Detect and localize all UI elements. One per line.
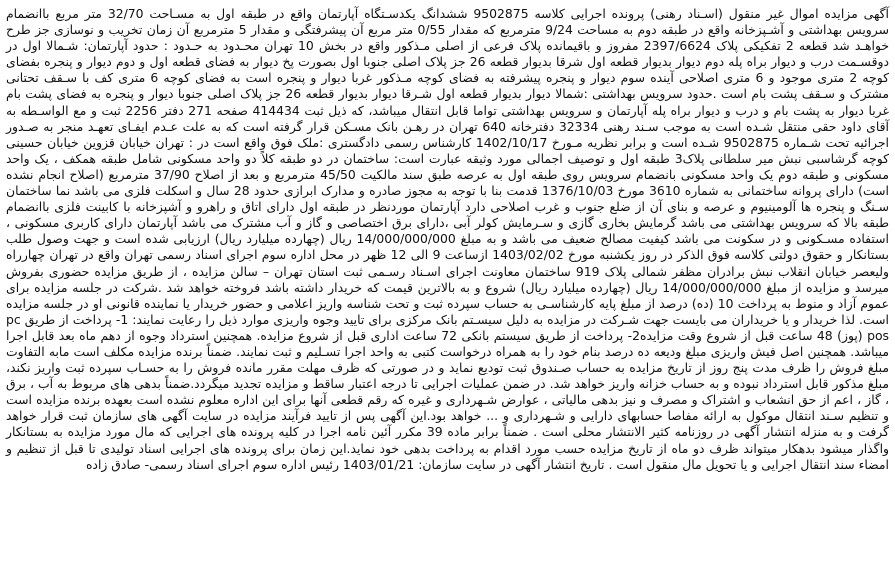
notice-body: آگهی مزایده اموال غیر منقول (اسـناد رهنی) پرونده اجرایی کلاسه 9502875 ششدانگ یکدسـتگاه آپارتمان واقع در طبقه اول به مسـاحت 32/70 متر مربع باانضمام سرویس بهداشتی و آشـپزخانه واقع در طبقه دوم به مساحت 9/24 مترمربع که مقدار 0/55 متر مربع آن پیشرفتگی و مقدار 5 مترمربع آن زمان تخریب و نوسازی جز طرح خواهـد شد قطعه 2 تفکیکی پلاک 2397/6624 مفروز و باقیمانده پلاک فرعی از اصلی مـذکور واقع در بخش 10 تهران محـدود به حـدود : حدود آپارتمان: شـمالا اول در دوقسـمت درب و دیوار براه پله دوم دیوار بدیوار قطعه اول شرقا بدیوار قطعه 26 جز پلاک اصلی جنوبا اول بصورت پخ دیوار به فضای قطعه اول و دوم دیوار و پنجره بفضای کوچه 2 متری موجود و 6 متری اصلاحی آینده سوم دیوار و پنجره پیشرفته به فضای کوچه مـذکور غربا دیوار و پنجره است به فضای کوچه 6 متری کف با سـقف تحتانی مشترک و سـقف پشت بام است .حدود سرویس بهداشتی :شمالا دیوار بدیوار قطعه اول شـرقا دیوار بدیوار قطعه 26 جز پلاک اصلی جنوبا دیوار و پنجره به فضای پشت بام غربا دیوار به پشت بام و درب و دیوار براه پله آپارتمان و سرویس بهداشتی تواما قابل انتقال میباشد، که ذیل ثبت 414434 صفحه 271 دفتر 2256 ثبت و مع الواسـطه به آقای داود حقی منتقل شـده است به موجب سـند رهنی 32334 دفترخانه 640 تهران در رهـن بانک مسـکن قرار گرفته است که به علت عـدم ایفـای تعهـد منجر به صـدور اجرائیه تحت شـماره 9502875 شـده است و برابر نظریه مـورخ 1402/10/17 کارشناس رسمی دادگستری :ملک فوق واقع است در : تهران خیابان قزوین خیابان حسینی کوچه گرشاسبی نبش میر سلطانی پلاک3 طبقه اول و توصیف اجمالی مورد وثیقه عبارت است: ساختمان در دو طبقه کلاً دو واحد مسکونی شامل طبقه همکف ، یک واحد مسکونی و طبقه دوم یک واحد مسکونی بانضمام سرویس روی طبقه اول به عرصه طبق سند مالکیت 45/50 مترمربع و بعد از اصلاح 37/90 مترمربع (اصلاح انجام نشده است) دارای پروانه ساختمانی به شماره 3610 مورخ 1376/10/03 قدمت بنا با توجه به مجوز صادره و مدارک ابرازی حدود 28 سال و اسکلت فلزی می باشد نما ساختمان سـنگ و پنجره ها آلومینیوم و عرصه و بنای آن از ضلع جنوب و غرب اصلاحی دارد آپارتمان موردنظر در طبقه اول دارای اتاق و راهرو و آشپزخانه با کابینت فلزی باانضمام طبقه بالا که سرویس بهداشتی می باشد گرمایش بخاری گازی و سـرمایش کولر آبی ،دارای برق اختصاصی و گاز و آب مشترک می باشد آپارتمان دارای کاربری مسکونی ، استفاده مسـکونی و در سکونت می باشد کیفیت مصالح ضعیف می باشد و به مبلغ 14/000/000/000 ریال (چهارده میلیارد ریال) ارزیابی شده است و جهت وصول طلب بستانکار و حقوق دولتی کلاسه فوق الذکر در روز یکشنبه مورخ 1403/02/02 ازساعت 9 الی 12 ظهر در محل اداره سوم اجرای اسناد رسمی تهران واقع در تهران چهارراه ولیعصر خیابان انقلاب نبش برادران مظفر شمالی پلاک 919 ساختمان معاونت اجرای اسـناد رسـمی ثبت استان تهران – سالن مزایده ، از طریق مزایده حضوری بفروش میرسد و مزایده از مبلغ 14/000/000/000 ریال (چهارده میلیارد ریال) شروع و به بالاترین قیمت که خریدار داشته باشد فروخته خواهد شد .شرکت در جلسه مزایده برای عموم آزاد و منوط به پرداخت 10 (ده) درصد از مبلغ پایه کارشناسـی به حساب سپرده ثبت و تحت شناسه واریز اعلامی و حضور خریدار یا نماینده قانونی او در جلسه مزایده است. لذا خریدار و یا خریداران می بایست جهت شـرکت در مزایده به دلیل سیسـتم بانک مرکزی برای تایید وجوه واریزی موارد ذیل را رعایت نمایند: 1- پرداخت از طریق pc pos (پوز) 48 ساعت قبل از شروع وقت مزایده2- پرداخت از طریق سیستم بانکی 72 ساعت اداری قبل از شروع مزایده. همچنین استرداد وجوه از دهم ماه بعد قابل اجرا میباشد. همچنین اصل فیش واریزی مبلغ ودیعه ده درصد بنام خود را به همراه درخواست کتبی به واحد اجرا تسـلیم و ثبت نمایند. ضمناً برنده مزایده مکلف است مابه التفاوت مبلغ فروش را ظرف مدت پنج روز از تاریخ مزایده به حساب صـندوق ثبت تودیع نماید و در صورتی که ظرف مهلت مقرر مانده فروش را به حسـاب سپرده ثبت واریز نکند، مبلغ مذکور قابل استرداد نبوده و به حساب خزانه واریز خواهد شد. در ضمن عملیات اجرایی تا درجه اعتبار ساقط و مزایده تجدید میگردد.ضمناً بدهی های مربوط به آب ، برق ، گاز ، اعم از حق انشعاب و اشتراک و مصرف و نیز بدهی مالیاتی ، عوارض شـهرداری و غیره که رقم قطعی آنها برای این اداره معلوم نشده است بعهده برنده مزایده است و تنظیم سـند انتقال موکول به ارائه مفاصا حسابهای دارایی و شـهرداری و ... خواهد بود.این آگهی پس از تایید فرآیند مزایده در سایت آگهی های سازمان ثبت قرار خواهد گرفت و به منزله انتشار آگهی در روزنامه کثیر الانتشار محلی است . ضمناً برابر ماده 39 مکرر آئین نامه اجرا در کلیه پرونده های اجرایی که مال مورد مزایده به بستانکار واگذار میشود بدهکار میتواند ظرف دو ماه از تاریخ مزایده حسب مورد اقدام به پرداخت بدهی خود نماید.این زمان برای پرونده های اجرایی اسناد تولیدی تا قبل از تنظیم و امضاء سند انتقال اجرایی و یا تحویل مال منقول است . تاریخ انتشار آگهی در سایت سازمان: 1403/01/21 رئیس اداره سوم اجرای اسناد رسمی- صادق زاده: [6, 6, 890, 472]
